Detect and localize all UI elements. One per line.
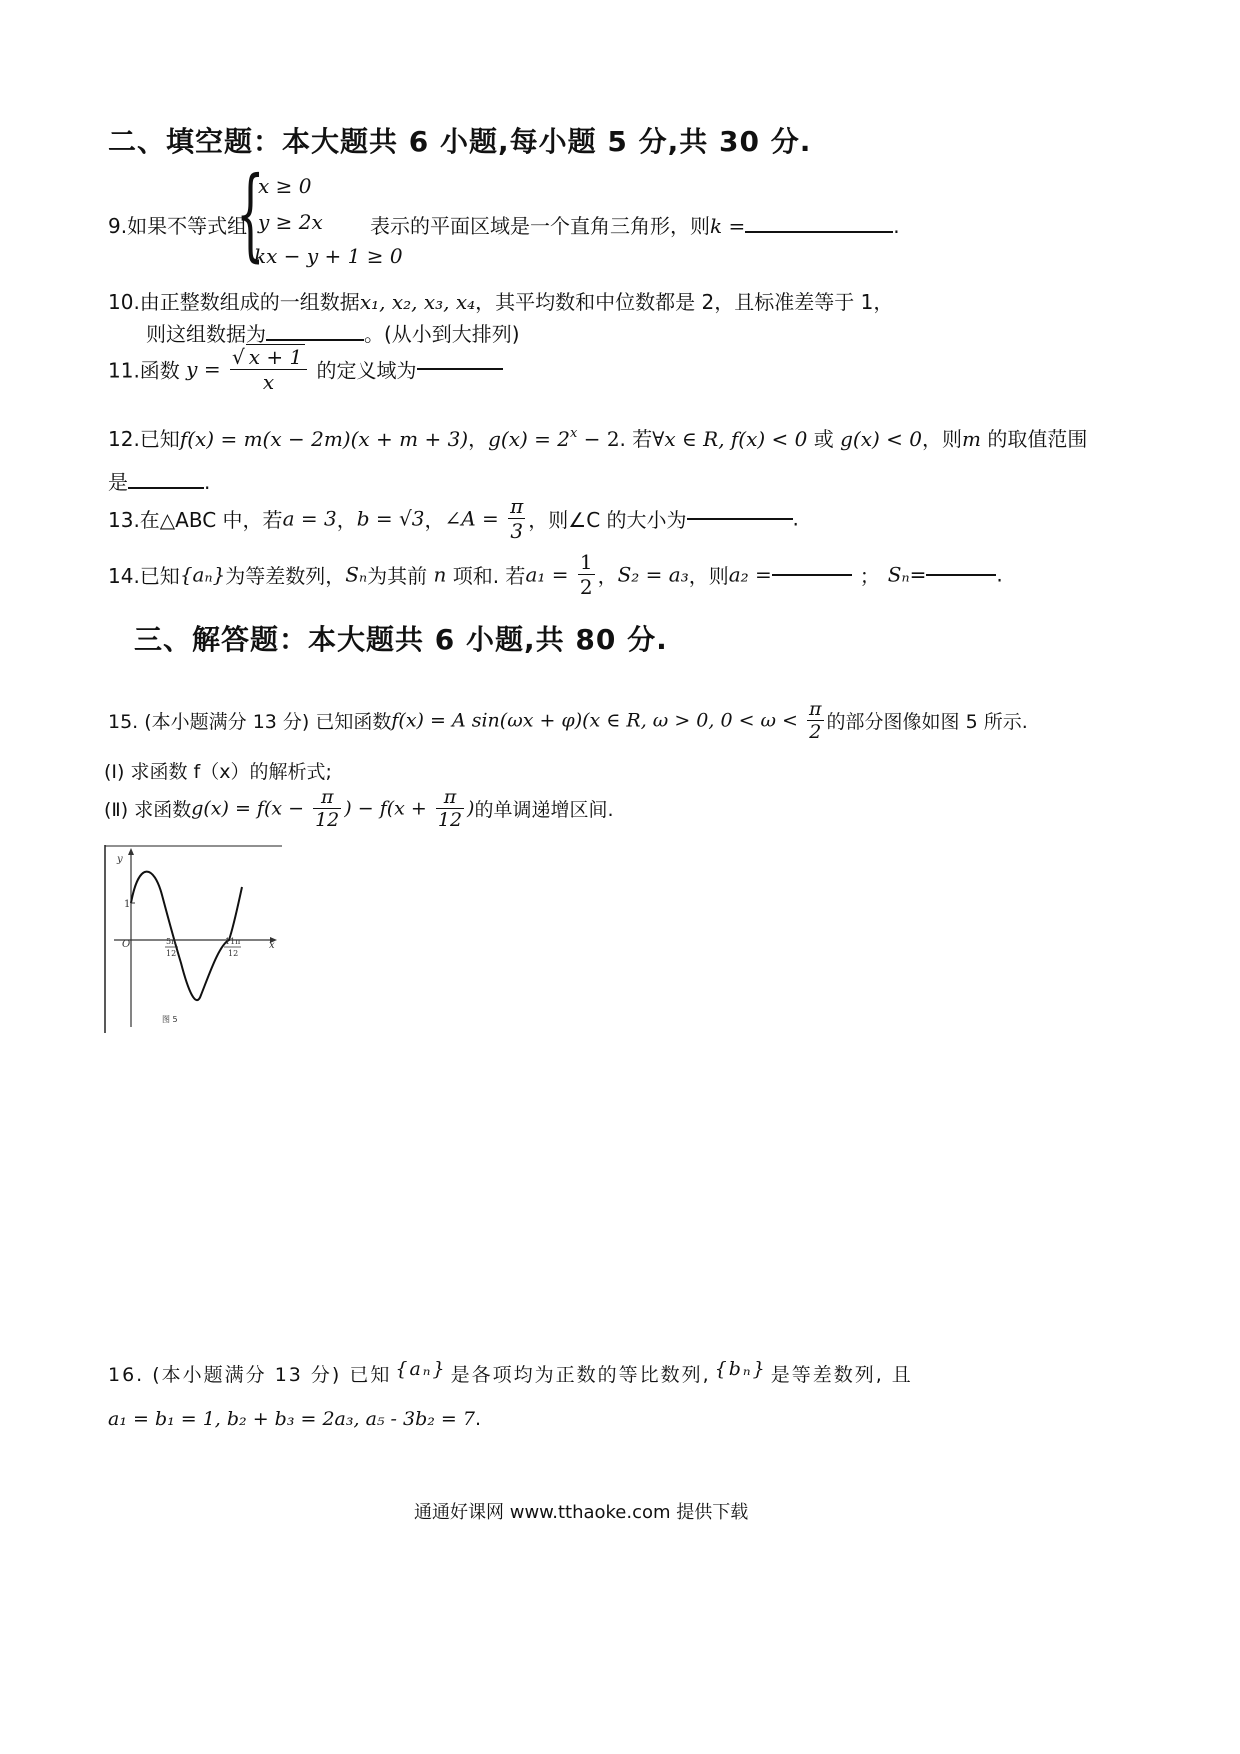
q9-inequality-1: x ≥ 0 xyxy=(258,174,312,198)
q12-lead: 12.已知 xyxy=(108,427,180,451)
q14-seq: {aₙ} xyxy=(179,562,226,587)
q14-denominator: 2 xyxy=(579,575,593,599)
question-14 xyxy=(108,550,1003,599)
q13-numerator: π xyxy=(510,494,524,518)
question-10-line2 xyxy=(146,318,520,347)
q14-eq: = xyxy=(909,562,927,587)
q10-answer-blank[interactable] xyxy=(266,339,364,341)
q15-p2-g: g(x) = f(x − xyxy=(191,797,305,820)
section-2-title: 二、填空题：本大题共 6 小题,每小题 5 分,共 30 分. xyxy=(108,125,812,158)
q15-p2-fraction-1 xyxy=(313,786,341,831)
q13-tail: ，则∠C 的大小为 xyxy=(528,508,687,532)
q16-mid: 是各项均为正数的等比数列, xyxy=(450,1364,711,1386)
q9-end: . xyxy=(893,214,900,238)
q12-or: 或 xyxy=(807,427,841,451)
q15-p2-close: ) xyxy=(467,797,475,820)
question-13 xyxy=(108,494,799,543)
figure-tick-11pi-num: 11π xyxy=(225,937,241,946)
system-brace: { xyxy=(236,155,265,272)
q15-tail: 的部分图像如图 5 所示. xyxy=(826,711,1028,733)
q15-denominator: 2 xyxy=(807,720,824,743)
q16-tail: 是等差数列, 且 xyxy=(770,1364,913,1386)
question-12-line1 xyxy=(108,423,1087,452)
q14-a2: a₂ = xyxy=(728,562,772,587)
q11-answer-blank[interactable] xyxy=(417,368,503,370)
q13-lead: 13.在△ABC 中，若 xyxy=(108,508,283,532)
q14-t4: ， xyxy=(597,564,618,588)
figure-caption: 图 5 xyxy=(162,1015,178,1024)
q15-part-1: (Ⅰ) 求函数 f（x）的解析式; xyxy=(104,761,332,783)
q10-vars: x₁, x₂, x₃, x₄ xyxy=(359,290,476,314)
q9-inequality-3: kx − y + 1 ≥ 0 xyxy=(254,244,403,268)
q15-p2-den1: 12 xyxy=(315,809,340,831)
q14-answer-blank-1[interactable] xyxy=(772,574,852,576)
q9-inequality-2: y ≥ 2x xyxy=(258,210,323,234)
q9-tail-text: 表示的平面区域是一个直角三角形，则 xyxy=(370,214,710,238)
question-12-line2 xyxy=(108,466,210,495)
q13-denominator: 3 xyxy=(508,518,525,543)
q11-tail: 的定义域为 xyxy=(316,358,417,383)
q16-bn: {bₙ} xyxy=(714,1358,767,1380)
q15-p2-num2: π xyxy=(443,786,457,808)
q12-mid: . 若 xyxy=(619,427,653,451)
figure-tick-one: 1 xyxy=(124,899,131,910)
q15-p2-tail: 的单调递增区间. xyxy=(474,799,614,821)
q12-m: m xyxy=(962,427,981,451)
question-16-line1 xyxy=(108,1358,913,1387)
question-9-tail xyxy=(370,210,900,239)
q14-numerator: 1 xyxy=(579,550,593,574)
question-10-line1 xyxy=(108,286,893,315)
sine-curve xyxy=(131,872,242,1001)
footer-text: 通通好课网 www.tthaoke.com 提供下载 xyxy=(414,1502,749,1523)
q10-line2-post: 。(从小到大排列) xyxy=(364,322,520,346)
q16-an: {aₙ} xyxy=(395,1358,447,1380)
q14-t5: ，则 xyxy=(688,564,729,588)
q16-end: . xyxy=(474,1408,482,1430)
q10-line1-post: ，其平均数和中位数都是 2，且标准差等于 1， xyxy=(475,290,894,314)
figure-ylabel: y xyxy=(117,854,123,865)
q14-fraction xyxy=(578,550,595,599)
q12-f: f(x) = m(x − 2m)(x + m + 3) xyxy=(179,427,469,451)
q15-lead: 15. (本小题满分 13 分) 已知函数 xyxy=(108,711,392,733)
q13-answer-blank[interactable] xyxy=(687,518,793,520)
q15-fraction xyxy=(807,698,824,743)
q16-line2b: , a₅ - 3b₂ = 7 xyxy=(353,1408,475,1430)
q14-t1: 为等差数列， xyxy=(225,564,346,588)
q12-answer-blank[interactable] xyxy=(128,487,204,489)
q14-lead: 14.已知 xyxy=(108,564,180,588)
q14-answer-blank-2[interactable] xyxy=(926,574,996,576)
question-16-line2 xyxy=(108,1408,481,1430)
q15-p2-den2: 12 xyxy=(437,809,463,831)
figure-tick-5pi-num: 5π xyxy=(166,937,177,946)
q14-t2: 为其前 xyxy=(367,564,428,588)
q13-a: a = 3 xyxy=(282,506,337,531)
q10-line2-pre: 则这组数据为 xyxy=(146,322,266,346)
q15-f: f(x) = A sin(ωx + φ)(x ∈ R, ω > 0, 0 < ω < xyxy=(391,709,798,732)
figure-tick-11pi-den: 12 xyxy=(228,949,239,958)
question-15 xyxy=(108,698,1028,743)
q12-g-exponent: x xyxy=(570,426,578,441)
q12-end: . xyxy=(204,470,211,494)
q14-sn2: Sₙ xyxy=(887,562,910,587)
q9-eq: = xyxy=(722,214,746,238)
q16-line2: a₁ = b₁ = 1, b₂ + b₃ = 2a₃ xyxy=(108,1408,354,1430)
q14-t3: 项和. 若 xyxy=(452,564,526,588)
section-3-title: 三、解答题：本大题共 6 小题,共 80 分. xyxy=(134,623,668,656)
q15-p2-fraction-2 xyxy=(436,786,464,831)
q14-a1: a₁ = xyxy=(525,562,569,587)
q13-b: b = √3 xyxy=(356,506,425,531)
q14-s2: S₂ = a₃ xyxy=(617,562,689,587)
q16-lead: 16. (本小题满分 13 分) 已知 xyxy=(108,1364,392,1386)
q14-sn: Sₙ xyxy=(345,562,368,587)
q12-condition-2: g(x) < 0 xyxy=(840,427,923,451)
figure-5 xyxy=(104,845,284,1035)
q12-condition: ∀x ∈ R, f(x) < 0 xyxy=(652,427,808,451)
q11-numerator: x + 1 xyxy=(246,344,305,369)
q13-fraction xyxy=(508,494,525,543)
q9-answer-blank[interactable] xyxy=(745,231,893,233)
q9-var-k: k xyxy=(710,214,723,238)
q10-lead: 10.由正整数组成的一组数据 xyxy=(108,290,360,314)
q12-g-tail: − 2 xyxy=(577,427,620,451)
figure-tick-5pi-den: 12 xyxy=(166,949,177,958)
q11-denominator: x xyxy=(230,369,307,394)
question-11 xyxy=(108,344,503,394)
figure-origin: O xyxy=(122,939,131,950)
q15-p2-mid: ) − f(x + xyxy=(344,797,427,820)
q11-y: y = xyxy=(186,357,221,381)
q11-fraction: $\frac{√ x + 1}{x}$ xyxy=(230,344,307,394)
q13-end: . xyxy=(792,506,799,531)
q13-angle: ∠A = xyxy=(444,506,499,531)
q12-line2: 是 xyxy=(108,470,128,494)
question-9-lead: 9.如果不等式组 xyxy=(108,214,248,238)
q13-sep2: ， xyxy=(424,508,445,532)
q13-sep1: ， xyxy=(336,508,357,532)
q15-p2-lead: (Ⅱ) 求函数 xyxy=(104,799,192,821)
q14-end: . xyxy=(996,562,1003,587)
q12-g: g(x) = 2 xyxy=(488,427,570,451)
y-axis-arrow xyxy=(128,848,134,855)
q14-semicolon: ； xyxy=(859,564,880,588)
q12-comma: ， xyxy=(468,427,489,451)
figure-xlabel: x xyxy=(269,940,275,951)
q15-p2-num1: π xyxy=(320,786,334,808)
q12-tail: ，则 xyxy=(922,427,963,451)
q15-part-2 xyxy=(104,786,614,831)
figure-5-graph xyxy=(104,845,284,1035)
q14-n: n xyxy=(427,562,453,587)
q15-numerator: π xyxy=(809,698,822,720)
q11-lead: 11.函数 xyxy=(108,358,180,383)
q12-tail2: 的取值范围 xyxy=(980,427,1088,451)
